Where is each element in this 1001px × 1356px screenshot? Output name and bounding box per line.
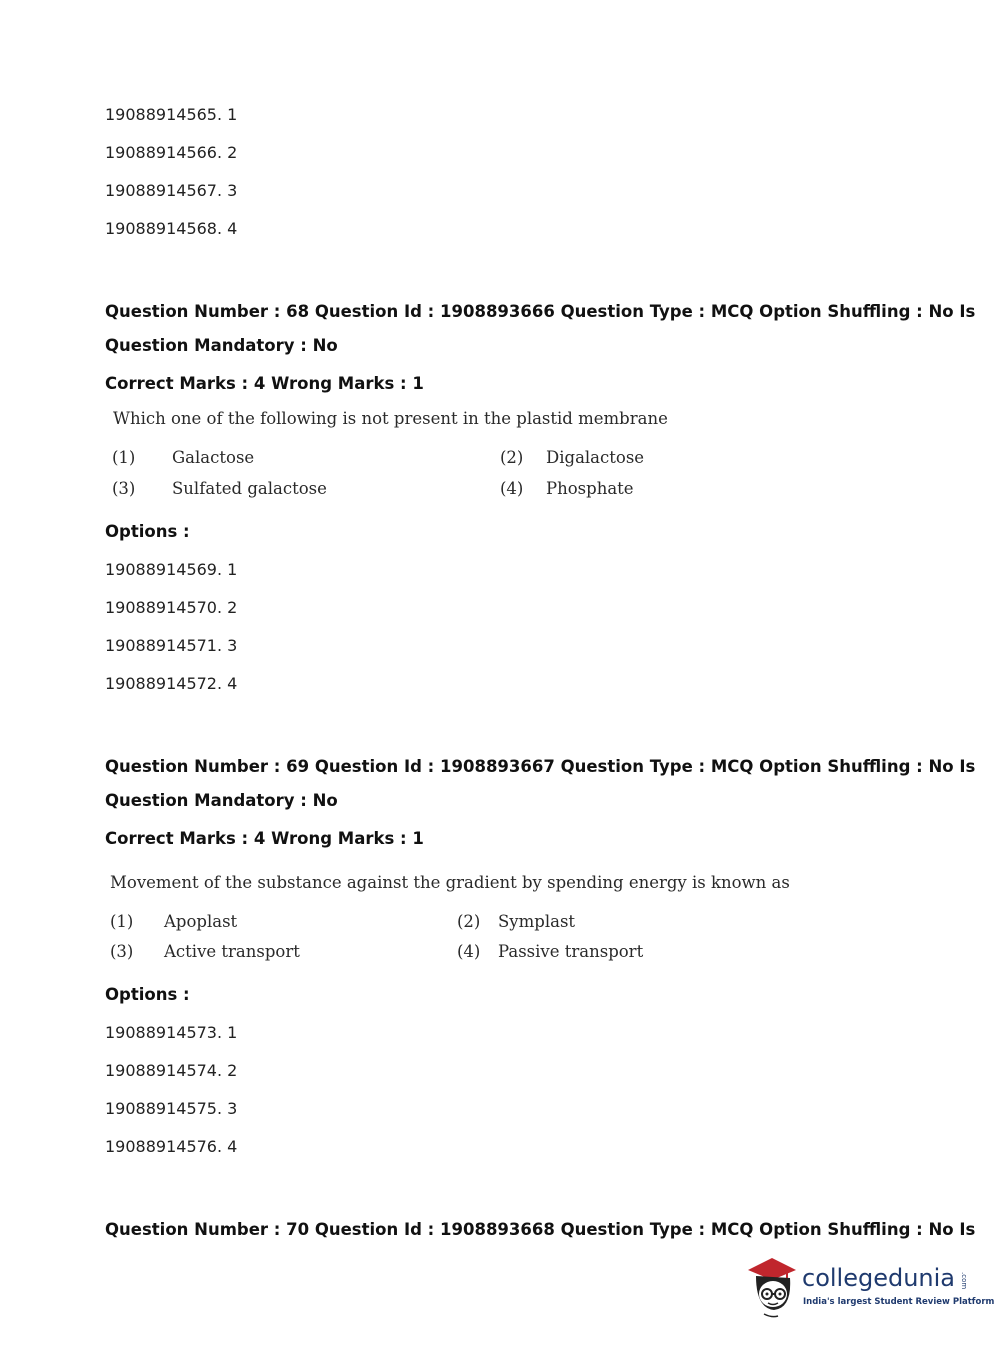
choice-label: Symplast [498, 912, 576, 931]
choice-label: Sulfated galactose [172, 479, 327, 498]
choice-label: Apoplast [164, 912, 238, 931]
option-line: 19088914566. 2 [105, 143, 238, 162]
choice-number: (1) [112, 448, 136, 467]
option-line: 19088914572. 4 [105, 674, 238, 693]
question-header: Question Number : 68 Question Id : 1908893666 Question Type : MCQ Option Shuffling : No Is [105, 302, 976, 321]
choice-label: Digalactose [546, 448, 645, 467]
choice-number: (1) [110, 912, 134, 931]
option-line: 19088914571. 3 [105, 636, 238, 655]
logo-suffix: .com [960, 1272, 968, 1290]
choice-number: (4) [457, 942, 481, 961]
option-line: 19088914574. 2 [105, 1061, 238, 1080]
question-mandatory: Question Mandatory : No [105, 791, 338, 810]
options-label: Options : [105, 985, 190, 1004]
choice-number: (2) [457, 912, 481, 931]
option-line: 19088914569. 1 [105, 560, 238, 579]
question-text: Movement of the substance against the gradient by spending energy is known as [110, 873, 790, 892]
choice-number: (3) [112, 479, 136, 498]
choice-number: (3) [110, 942, 134, 961]
choice-label: Galactose [172, 448, 255, 467]
option-line: 19088914576. 4 [105, 1137, 238, 1156]
logo-tagline: India's largest Student Review Platform [803, 1297, 995, 1307]
question-marks: Correct Marks : 4 Wrong Marks : 1 [105, 829, 424, 848]
question-text: Which one of the following is not present in the plastid membrane [113, 409, 668, 428]
option-line: 19088914568. 4 [105, 219, 238, 238]
option-line: 19088914567. 3 [105, 181, 238, 200]
collegedunia-logo [742, 1252, 995, 1322]
option-line: 19088914570. 2 [105, 598, 238, 617]
options-label: Options : [105, 522, 190, 541]
question-header: Question Number : 69 Question Id : 1908893667 Question Type : MCQ Option Shuffling : No Is [105, 757, 976, 776]
option-line: 19088914565. 1 [105, 105, 238, 124]
question-marks: Correct Marks : 4 Wrong Marks : 1 [105, 374, 424, 393]
option-line: 19088914575. 3 [105, 1099, 238, 1118]
choice-label: Phosphate [546, 479, 634, 498]
mascot-icon [742, 1252, 802, 1322]
option-line: 19088914573. 1 [105, 1023, 238, 1042]
logo-wordmark: collegedunia [802, 1264, 956, 1292]
choice-number: (2) [500, 448, 524, 467]
choice-label: Passive transport [498, 942, 644, 961]
question-mandatory: Question Mandatory : No [105, 336, 338, 355]
choice-label: Active transport [164, 942, 300, 961]
question-header: Question Number : 70 Question Id : 1908893668 Question Type : MCQ Option Shuffling : No Is [105, 1220, 976, 1239]
choice-number: (4) [500, 479, 524, 498]
